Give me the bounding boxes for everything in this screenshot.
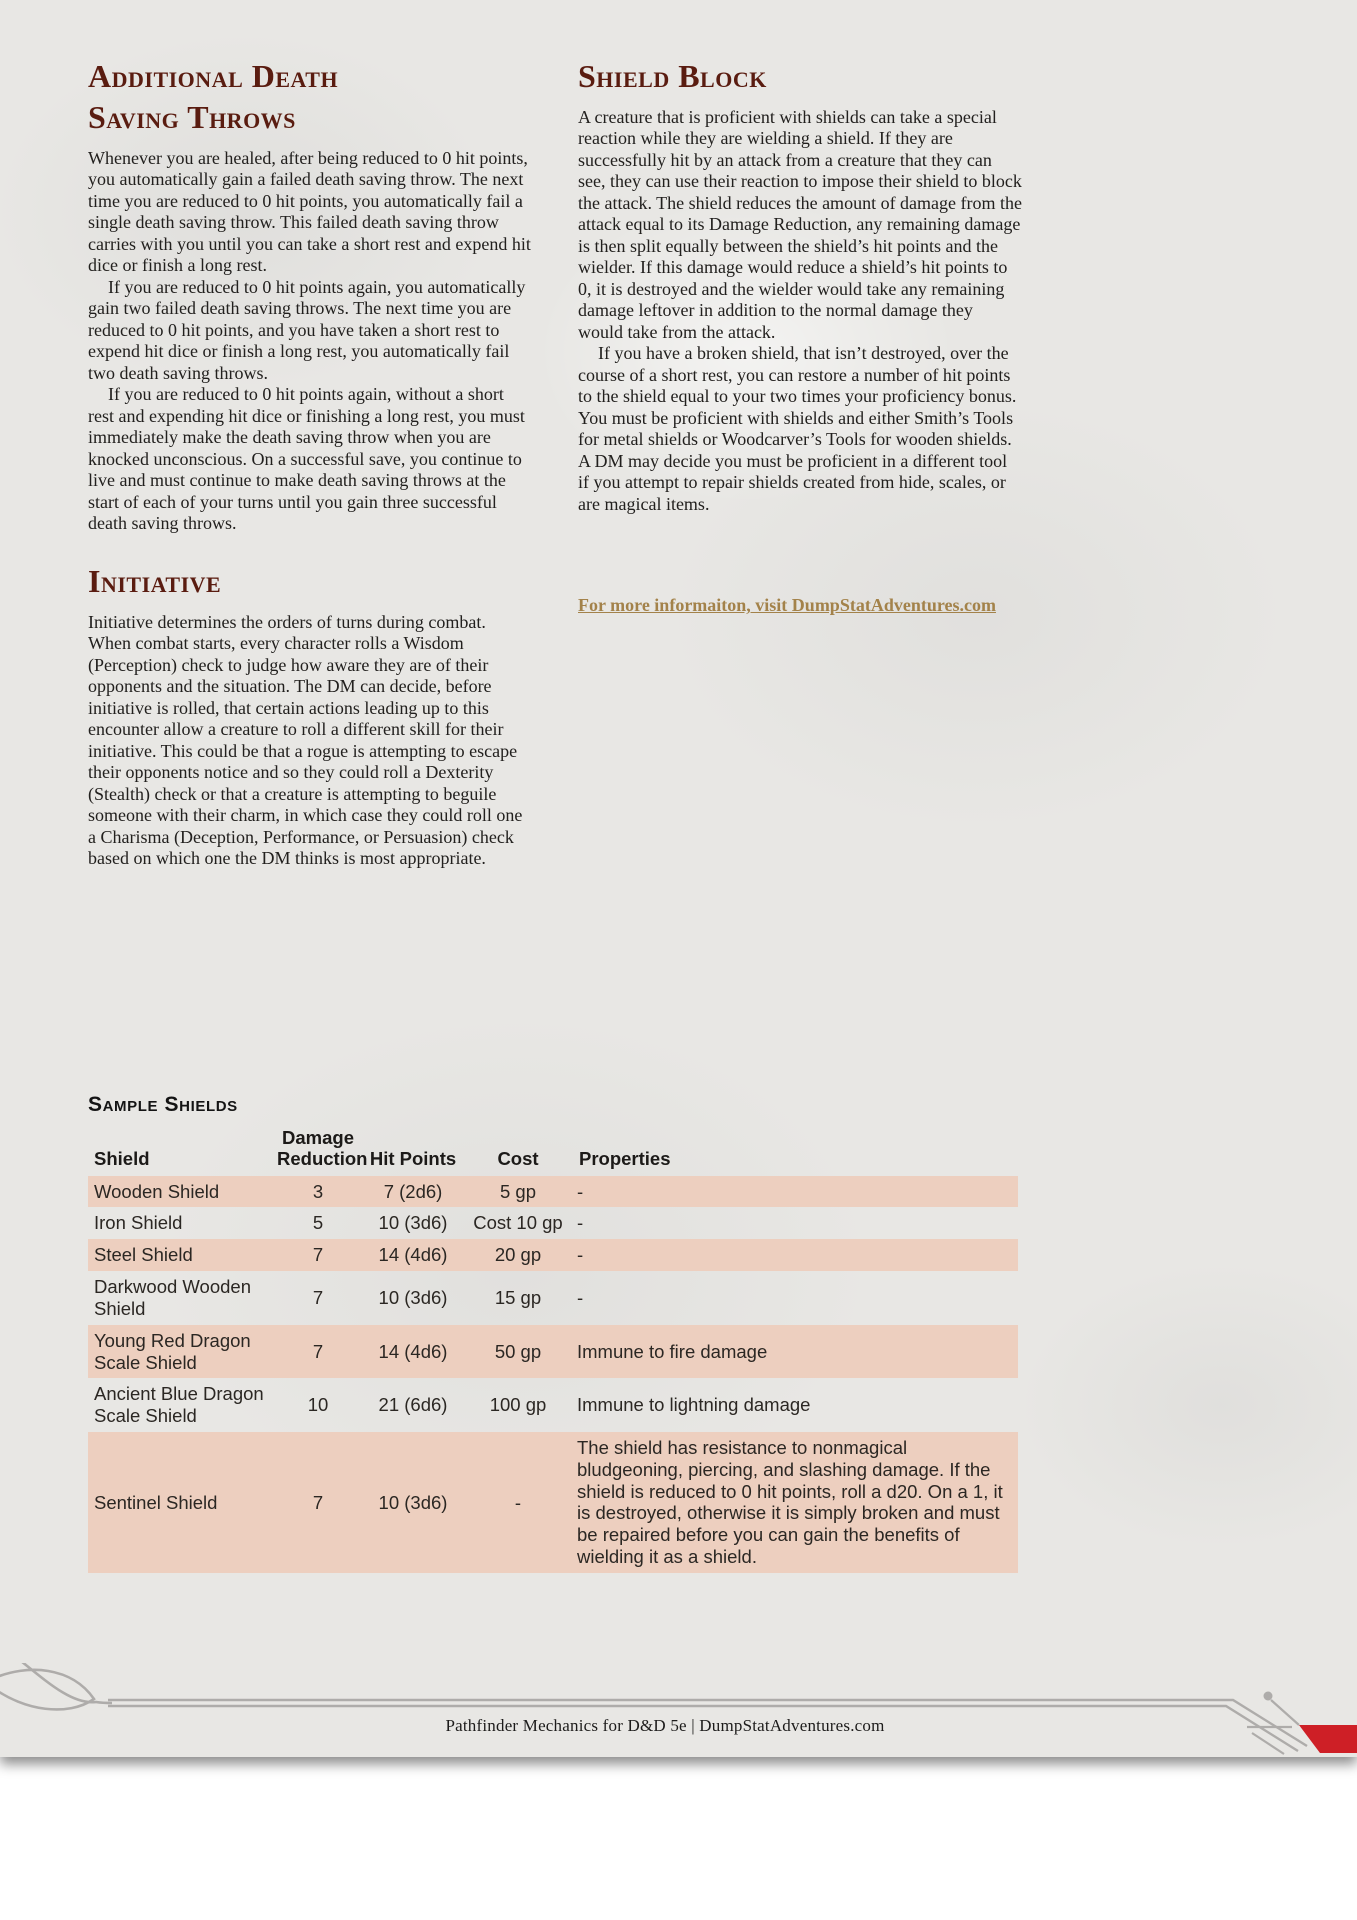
table-row bbox=[88, 1325, 1018, 1379]
cell-hit-points: 10 (3d6) bbox=[378, 1212, 448, 1234]
cell-properties: - bbox=[577, 1244, 584, 1266]
cell-shield: Young Red Dragon Scale Shield bbox=[94, 1329, 251, 1373]
cell-damage-reduction: 7 bbox=[312, 1244, 324, 1266]
cell-hit-points: 14 (4d6) bbox=[378, 1340, 448, 1362]
cell-damage-reduction: 7 bbox=[312, 1286, 324, 1308]
cell-properties: - bbox=[577, 1180, 584, 1202]
paragraph: If you have a broken shield, that isn’t destroyed, over the course of a short rest, you can restore a number of hit points to the shield equal to your two times your proficiency bonus. You must be proficient with shields and either Smith’s Tools for metal shields or Woodcarver’s Tools for wooden shields. A DM may decide you must be proficient in a different tool if you attempt to repair shields created from hide, scales, or are magical items. bbox=[578, 343, 1017, 514]
section-title-shield-block: Shield Block bbox=[578, 58, 767, 94]
cell-shield: Iron Shield bbox=[94, 1212, 183, 1234]
cell-shield: Steel Shield bbox=[94, 1244, 193, 1266]
left-column bbox=[88, 56, 532, 1093]
column-header-hit-points: Hit Points bbox=[369, 1148, 457, 1170]
table-row bbox=[88, 1378, 1018, 1432]
dumpstat-adventures-link[interactable]: For more informaiton, visit DumpStatAdventures.com bbox=[578, 595, 996, 616]
cell-damage-reduction: 7 bbox=[312, 1340, 324, 1362]
cell-cost: - bbox=[514, 1491, 522, 1513]
cell-properties: Immune to lightning damage bbox=[577, 1394, 811, 1416]
cell-cost: 5 gp bbox=[499, 1180, 536, 1202]
paragraph: Initiative determines the orders of turns during combat. When combat starts, every character rolls a Wisdom (Perception) check to judge how aware they are of their opponents and the situation. The DM can decide, before initiative is rolled, that certain actions leading up to this encounter allow a creature to roll a different skill for their initiative. This could be that a rogue is attempting to escape their opponents notice and so they could roll a Dexterity (Stealth) check or that a creature is attempting to beguile someone with their charm, in which case they could roll one a Charisma (Deception, Performance, or Persuasion) check based on which one the DM thinks is most appropriate. bbox=[88, 611, 523, 869]
section-title-initiative: Initiative bbox=[88, 562, 222, 599]
table-row bbox=[88, 1239, 1018, 1271]
cell-damage-reduction: 3 bbox=[312, 1180, 324, 1202]
cell-cost: 100 gp bbox=[489, 1394, 547, 1416]
cell-damage-reduction: 10 bbox=[307, 1394, 329, 1416]
cell-hit-points: 14 (4d6) bbox=[378, 1244, 448, 1266]
page-footer-text: Pathfinder Mechanics for D&D 5e | DumpStatAdventures.com bbox=[445, 1716, 885, 1735]
cell-cost: Cost 10 gp bbox=[473, 1212, 563, 1234]
shields-table bbox=[88, 1127, 1018, 1573]
cell-properties: - bbox=[577, 1212, 584, 1234]
pin-dot-icon bbox=[1264, 1692, 1273, 1701]
table-row bbox=[88, 1176, 1018, 1208]
footer-flourish-icon bbox=[0, 1663, 1357, 1757]
paragraph: Whenever you are healed, after being reduced to 0 hit points, you automatically gain a failed death saving throw. The next time you are reduced to 0 hit points, you automatically fail a single death saving throw. This failed death saving throw carries with you until you can take a short rest and expend hit dice or finish a long rest. bbox=[88, 147, 531, 276]
column-header-shield: Shield bbox=[94, 1148, 150, 1170]
cell-shield: Wooden Shield bbox=[94, 1180, 220, 1202]
cell-damage-reduction: 5 bbox=[312, 1212, 324, 1234]
sample-shields-section bbox=[88, 1093, 1018, 1573]
table-row bbox=[88, 1271, 1018, 1325]
table-row bbox=[88, 1207, 1018, 1239]
cell-cost: 20 gp bbox=[494, 1244, 542, 1266]
right-column bbox=[578, 56, 1022, 1093]
cell-hit-points: 7 (2d6) bbox=[383, 1180, 443, 1202]
table-row bbox=[88, 1432, 1018, 1573]
column-header-damage-reduction: Damage Reduction bbox=[277, 1127, 368, 1170]
cell-hit-points: 10 (3d6) bbox=[378, 1491, 448, 1513]
cell-cost: 15 gp bbox=[494, 1286, 542, 1308]
section-title-death-saves: Additional Death Saving Throws bbox=[88, 58, 339, 135]
cell-shield: Darkwood Wooden Shield bbox=[94, 1276, 251, 1319]
cell-properties: The shield has resistance to nonmagical bludgeoning, piercing, and slashing damage. If the shield is reduced to 0 hit points, roll a d20. On a 1, it is destroyed, otherwise it is simply broken and must be repaired before you can gain the benefits of wielding it as a shield. bbox=[577, 1436, 1003, 1568]
cell-hit-points: 21 (6d6) bbox=[378, 1394, 448, 1416]
paragraph: If you are reduced to 0 hit points again, without a short rest and expending hit dice or finishing a long rest, you must immediately make the death saving throw when you are knocked unconscious. On a successful save, you continue to live and must continue to make death saving throws at the start of each of your turns until you gain three successful death saving throws. bbox=[88, 384, 525, 534]
paragraph: If you are reduced to 0 hit points again, you automatically gain two failed death saving throws. The next time you are reduced to 0 hit points, and you have taken a short rest to expend hit dice or finish a long rest, you automatically fail two death saving throws. bbox=[88, 276, 526, 383]
table-header-row bbox=[88, 1127, 1018, 1176]
table-title: Sample Shields bbox=[88, 1093, 238, 1116]
cell-damage-reduction: 7 bbox=[312, 1491, 324, 1513]
cell-properties: - bbox=[577, 1286, 584, 1308]
cell-shield: Sentinel Shield bbox=[94, 1491, 218, 1513]
cell-properties: Immune to fire damage bbox=[577, 1340, 768, 1362]
paragraph: A creature that is proficient with shields can take a special reaction while they are wielding a shield. If they are successfully hit by an attack from a creature that they can see, they can use their reaction to impose their shield to block the attack. The shield reduces the amount of damage from the attack equal to its Damage Reduction, any remaining damage is then split equally between the shield’s hit points and the wielder. If this damage would reduce a shield’s hit points to 0, it is destroyed and the wielder would take any remaining damage leftover in addition to the normal damage they would take from the attack. bbox=[578, 106, 1023, 342]
column-header-properties: Properties bbox=[579, 1148, 671, 1170]
column-header-cost: Cost bbox=[497, 1148, 539, 1170]
cell-shield: Ancient Blue Dragon Scale Shield bbox=[94, 1383, 264, 1427]
cell-hit-points: 10 (3d6) bbox=[378, 1286, 448, 1308]
cell-cost: 50 gp bbox=[494, 1340, 542, 1362]
